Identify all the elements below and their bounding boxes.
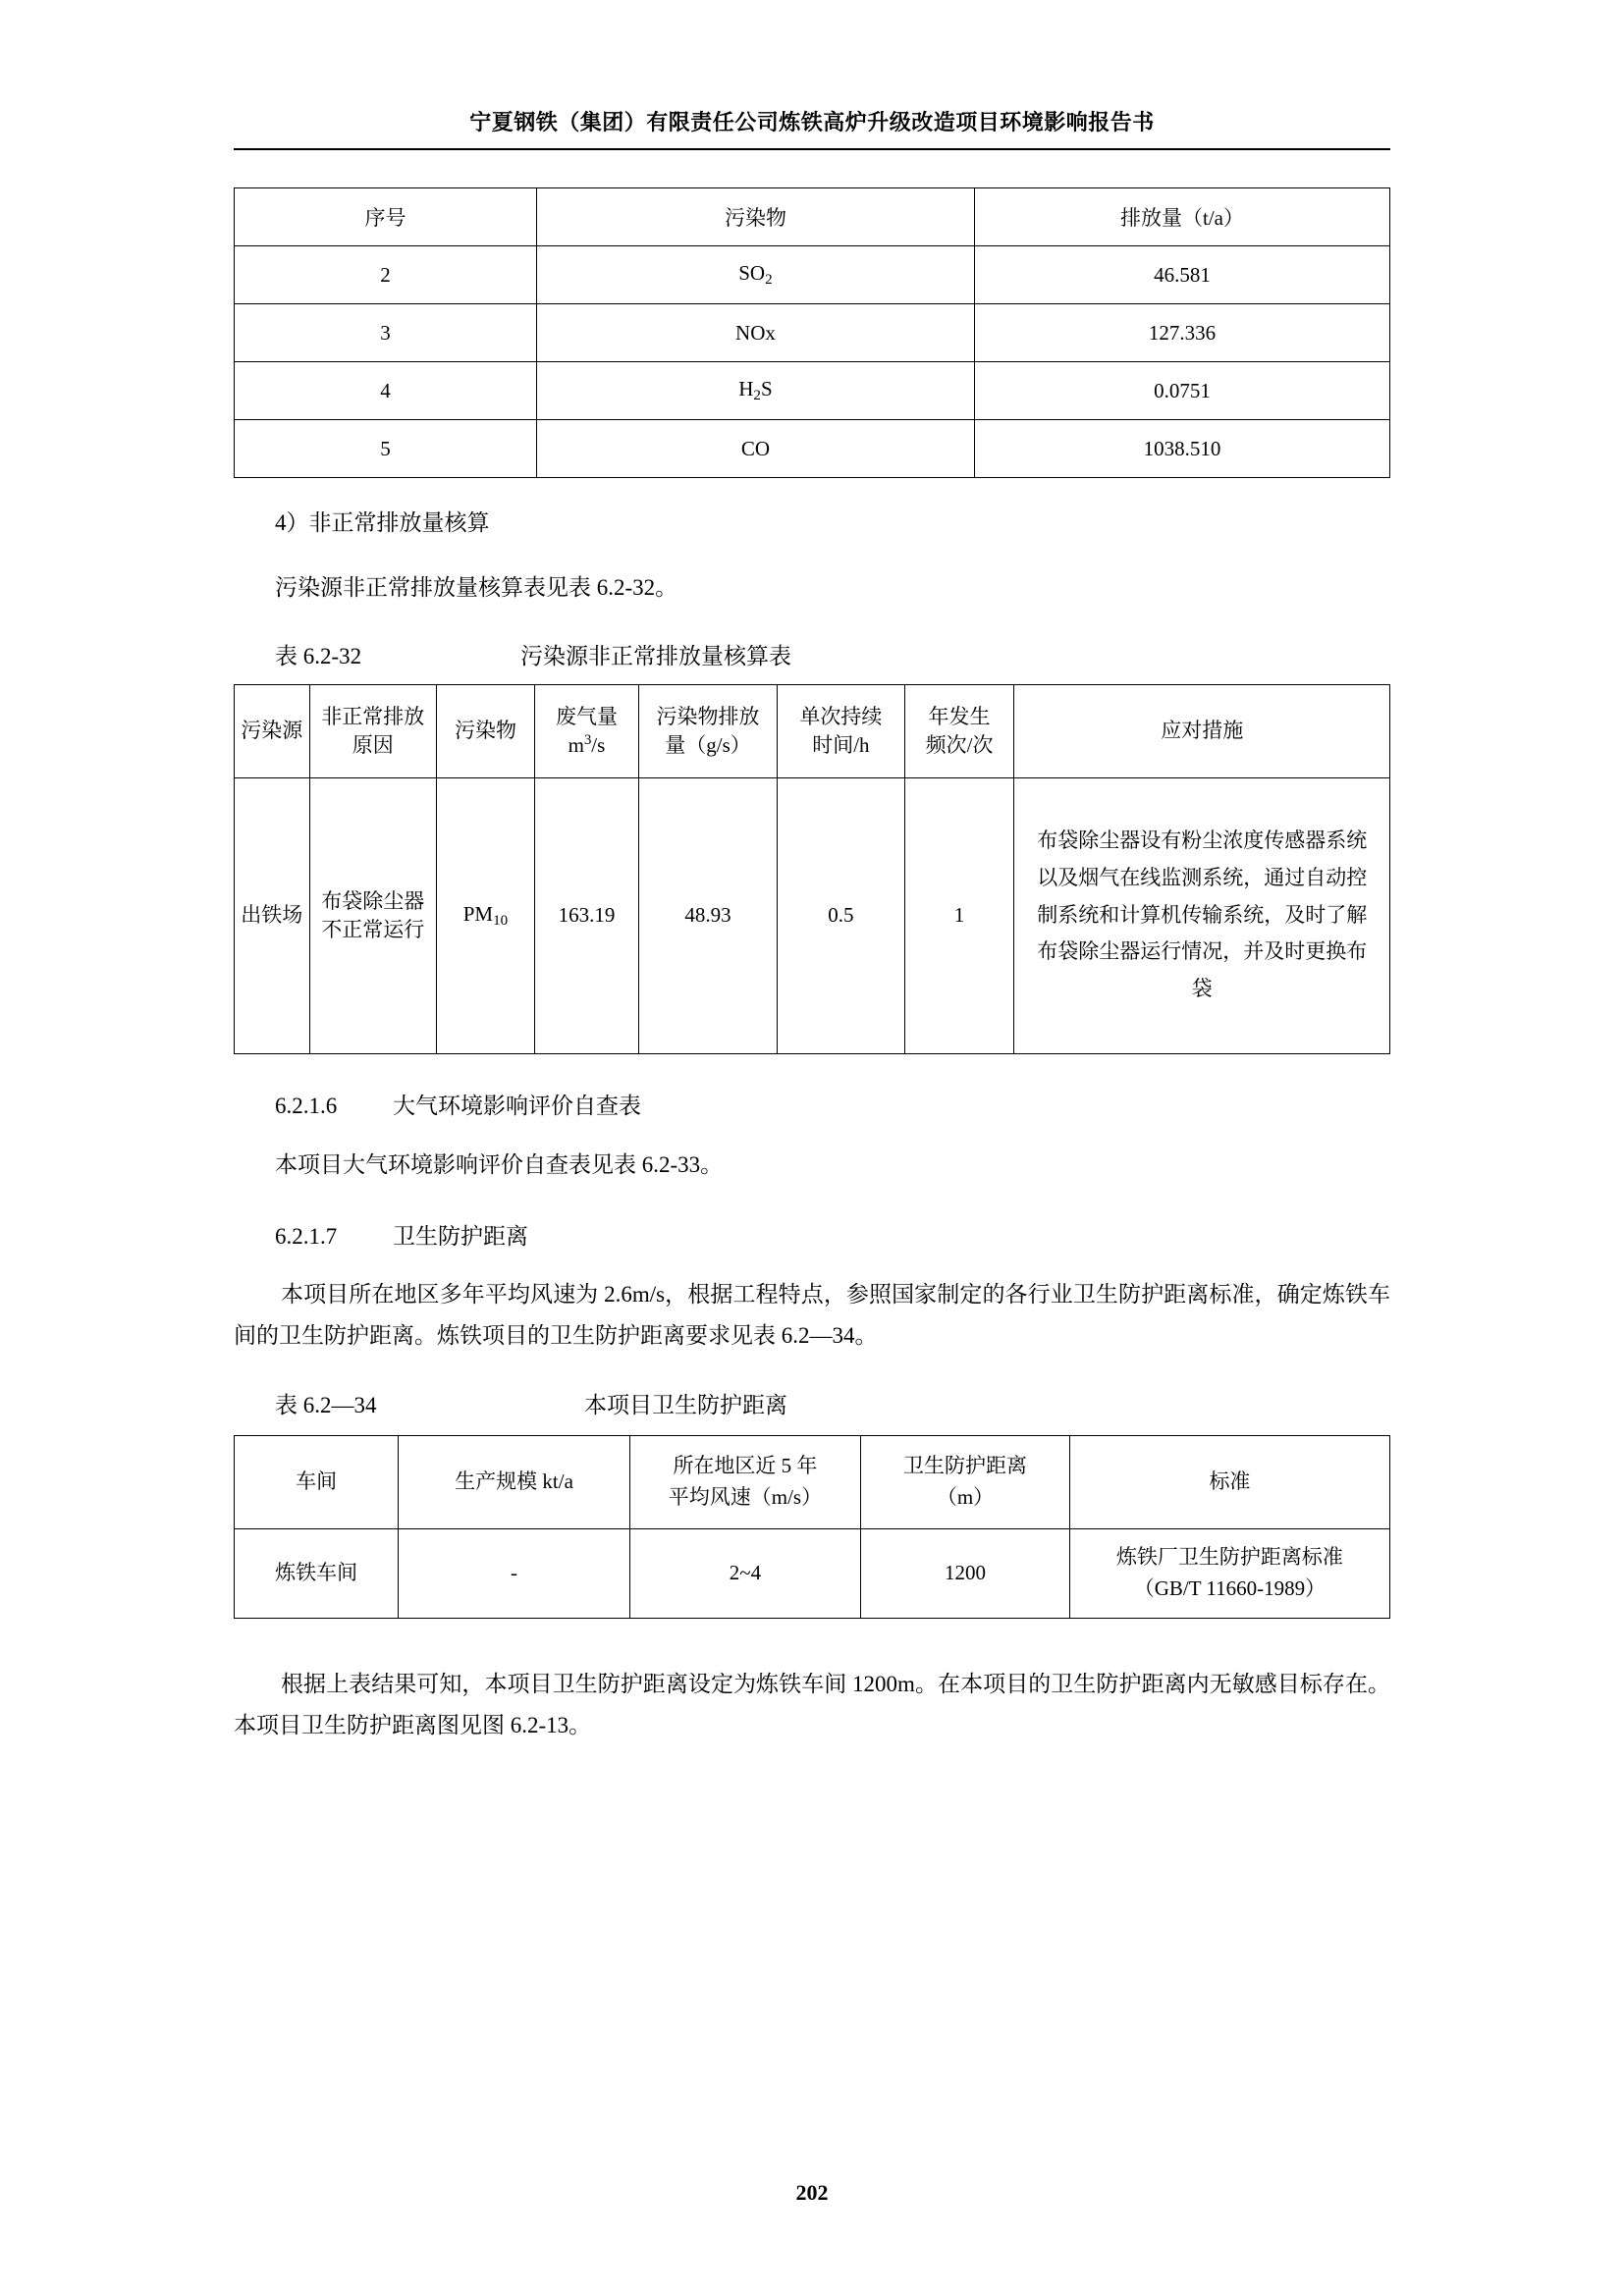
section-6-2-1-6-number: 6.2.1.6 <box>275 1093 338 1118</box>
col-header-gasflow <box>535 684 639 777</box>
cell-standard-line2: （GB/T 11660-1989） <box>1133 1575 1326 1600</box>
table-32-title: 污染源非正常排放量核算表 <box>520 643 791 668</box>
cell-index: 3 <box>235 304 537 362</box>
cell-standard-line1: 炼铁厂卫生防护距离标准 <box>1115 1545 1343 1570</box>
table-header-row <box>235 1435 1390 1528</box>
col-header-windspeed-line2: 平均风速（m/s） <box>668 1484 823 1509</box>
cell-duration: 0.5 <box>778 777 904 1053</box>
cell-frequency: 1 <box>904 777 1014 1053</box>
cell-index: 4 <box>235 362 537 420</box>
table-header-row <box>235 188 1390 246</box>
section-6-2-1-6-text: 本项目大气环境影响评价自查表见表 6.2-33。 <box>275 1151 724 1177</box>
table-header-row <box>235 684 1390 777</box>
section-6-2-1-7-number: 6.2.1.7 <box>275 1223 338 1249</box>
abnormal-emission-table <box>234 684 1390 1054</box>
subsection-4-heading: 4）非正常排放量核算 <box>275 510 490 535</box>
table-32-number: 表 6.2-32 <box>275 643 362 668</box>
col-header-duration <box>778 684 904 777</box>
page-number: 202 <box>795 2180 829 2205</box>
cell-pollutant-sub: 10 <box>493 912 509 929</box>
section-6-2-1-7 <box>234 1218 1390 1251</box>
col-header-gasflow-line1: 废气量 <box>555 705 618 729</box>
cell-rate: 48.93 <box>638 777 777 1053</box>
cell-emission: 1038.510 <box>974 420 1389 478</box>
table-34-number: 表 6.2—34 <box>275 1392 377 1417</box>
table-row <box>235 246 1390 304</box>
table-32-caption <box>234 638 1390 670</box>
col-header-gasflow-line2: $m^3/s$ <box>568 731 606 757</box>
table-34-caption <box>234 1387 1390 1419</box>
col-header-rate <box>638 684 777 777</box>
col-header-rate-line2: 量（g/s） <box>665 732 751 757</box>
cell-measures: 布袋除尘器设有粉尘浓度传感器系统以及烟气在线监测系统，通过自动控制系统和计算机传输系统，及时了解布袋除尘器运行情况，并及时更换布袋 <box>1014 777 1390 1053</box>
cell-pollutant-main: PM <box>462 901 494 926</box>
cell-emission: 127.336 <box>974 304 1389 362</box>
col-header-workshop: 车间 <box>235 1435 399 1528</box>
subsection-4-text: 污染源非正常排放量核算表见表 6.2-32。 <box>275 575 678 601</box>
cell-pollutant <box>436 777 534 1053</box>
col-header-emission: 排放量（t/a） <box>974 188 1389 246</box>
page-header <box>0 0 1624 136</box>
cell-standard <box>1069 1528 1389 1618</box>
col-header-pollutant: 污染物 <box>436 684 534 777</box>
cell-pollutant: NOx <box>536 304 974 362</box>
section-6-2-1-7-paragraph: 本项目所在地区多年平均风速为 2.6m/s，根据工程特点，参照国家制定的各行业卫生防护距离标准，确定炼铁车间的卫生防护距离。炼铁项目的卫生防护距离要求见表 6.2—34。 <box>234 1281 1390 1349</box>
cell-index: 5 <box>235 420 537 478</box>
table-row <box>235 420 1390 478</box>
col-header-scale: 生产规模 kt/a <box>399 1435 629 1528</box>
table-row <box>235 304 1390 362</box>
cell-index: 2 <box>235 246 537 304</box>
col-header-windspeed-line1: 所在地区近 5 年 <box>673 1454 818 1478</box>
cell-gasflow: 163.19 <box>535 777 639 1053</box>
table-row <box>235 1528 1390 1618</box>
cell-pollutant-main: H <box>738 376 754 400</box>
col-header-reason: 非正常排放原因 <box>309 684 436 777</box>
col-header-frequency <box>904 684 1014 777</box>
cell-reason: 布袋除尘器不正常运行 <box>309 777 436 1053</box>
page-content <box>234 187 1390 1747</box>
cell-distance: 1200 <box>861 1528 1070 1618</box>
col-header-duration-line1: 单次持续 <box>799 705 883 729</box>
col-header-distance-line1: 卫生防护距离 <box>903 1454 1027 1478</box>
header-divider <box>234 148 1390 150</box>
table-34-title: 本项目卫生防护距离 <box>584 1392 787 1417</box>
col-header-frequency-line2: 频次/次 <box>925 732 994 757</box>
header-title: 宁夏钢铁（集团）有限责任公司炼铁高炉升级改造项目环境影响报告书 <box>469 110 1155 134</box>
pollutant-emission-table <box>234 187 1390 478</box>
cell-emission: 0.0751 <box>974 362 1389 420</box>
col-header-windspeed <box>629 1435 860 1528</box>
cell-pollutant-tail: S <box>760 376 773 400</box>
section-6-2-1-7-title: 卫生防护距离 <box>393 1223 528 1249</box>
cell-pollutant <box>536 246 974 304</box>
table-row <box>235 777 1390 1053</box>
col-header-rate-line1: 污染物排放 <box>656 705 760 729</box>
cell-pollutant: CO <box>536 420 974 478</box>
section-6-2-1-6 <box>234 1088 1390 1120</box>
cell-source: 出铁场 <box>235 777 310 1053</box>
cell-scale: - <box>399 1528 629 1618</box>
cell-workshop: 炼铁车间 <box>235 1528 399 1618</box>
cell-windspeed: 2~4 <box>629 1528 860 1618</box>
col-header-distance-line2: （m） <box>936 1484 995 1509</box>
cell-emission: 46.581 <box>974 246 1389 304</box>
closing-paragraph: 根据上表结果可知，本项目卫生防护距离设定为炼铁车间 1200m。在本项目的卫生防护距离内无敏感目标存在。本项目卫生防护距离图见图 6.2-13。 <box>234 1671 1390 1738</box>
col-header-distance <box>861 1435 1070 1528</box>
col-header-frequency-line1: 年发生 <box>928 705 991 729</box>
col-header-source: 污染源 <box>235 684 310 777</box>
col-header-index: 序号 <box>235 188 537 246</box>
table-row <box>235 362 1390 420</box>
cell-pollutant-sub: 2 <box>753 388 761 404</box>
health-protection-distance-table <box>234 1435 1390 1619</box>
col-header-measures: 应对措施 <box>1014 684 1390 777</box>
col-header-duration-line2: 时间/h <box>812 732 870 757</box>
col-header-standard: 标准 <box>1069 1435 1389 1528</box>
cell-pollutant <box>536 362 974 420</box>
col-header-pollutant: 污染物 <box>536 188 974 246</box>
cell-pollutant-sub: 2 <box>765 272 773 289</box>
cell-pollutant-main: SO <box>738 260 766 285</box>
section-6-2-1-6-title: 大气环境影响评价自查表 <box>393 1093 641 1118</box>
